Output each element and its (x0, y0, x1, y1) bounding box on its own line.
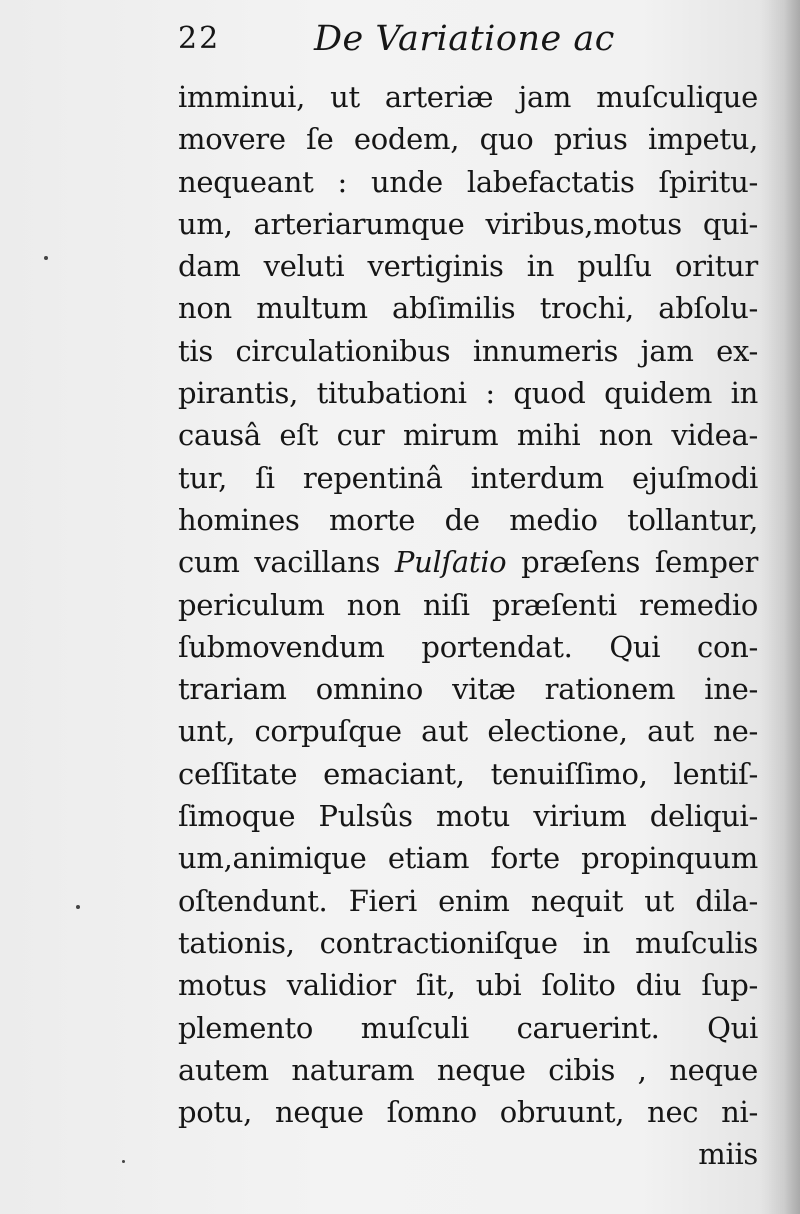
line-text: causâ eſt cur mirum mihi non videa- (178, 418, 758, 453)
line-text: non multum abſimilis trochi, abſolu- (178, 291, 758, 326)
line-text: ceſſitate emaciant, tenuiſſimo, lentiſ- (178, 756, 758, 791)
body-text (178, 76, 758, 1176)
paper-speck (122, 1160, 125, 1163)
line-text: um, arteriarumque viribus,motus qui- (178, 206, 758, 241)
line-text: um,animique etiam forte propinquum (178, 841, 758, 876)
text-line-19 (178, 837, 758, 879)
italic-term: Pulſatio (394, 545, 507, 580)
text-line-12 (178, 541, 758, 583)
line-text: tis circulationibus innumeris jam ex- (178, 333, 758, 368)
text-line-13 (178, 584, 758, 626)
line-text: unt, corpuſque aut electione, aut ne- (178, 714, 758, 749)
line-text: oſtendunt. Fieri enim nequit ut dila- (178, 883, 758, 918)
line-text: nequeant : unde labefactatis ſpiritu- (178, 164, 758, 199)
text-line-6 (178, 287, 758, 329)
line-text: tur, ſi repentinâ interdum ejuſmodi (178, 460, 758, 495)
text-line-10 (178, 457, 758, 499)
text-line-20 (178, 880, 758, 922)
line-text: dam veluti vertiginis in pulſu oritur (178, 249, 758, 284)
line-text: tationis, contractioniſque in muſculis (178, 925, 758, 960)
line-text: potu, neque ſomno obruunt, nec ni- (178, 1095, 758, 1130)
line-text: trariam omnino vitæ rationem ine- (178, 672, 758, 707)
paper-speck (44, 256, 48, 260)
line-text: præſens ſemper (506, 545, 759, 580)
text-line-8 (178, 372, 758, 414)
catchword-text: miis (698, 1137, 758, 1172)
text-line-7 (178, 330, 758, 372)
line-text: ſimoque Pulsûs motu virium deliqui- (178, 799, 758, 834)
text-line-17 (178, 753, 758, 795)
text-line-21 (178, 922, 758, 964)
page-edge-shadow (760, 0, 800, 1214)
running-head (178, 14, 758, 64)
header-title: De Variatione ac (314, 19, 615, 59)
text-line-9 (178, 414, 758, 456)
text-line-11 (178, 499, 758, 541)
line-text: plemento muſculi caruerint. Qui (178, 1010, 758, 1045)
text-line-22 (178, 964, 758, 1006)
text-line-15 (178, 668, 758, 710)
line-text: ſubmovendum portendat. Qui con- (178, 629, 758, 664)
line-text: periculum non niſi præſenti remedio (178, 587, 758, 622)
text-line-18 (178, 795, 758, 837)
line-text: motus validior ſit, ubi ſolito diu ſup- (178, 968, 758, 1003)
text-line-25 (178, 1091, 758, 1133)
text-line-4 (178, 203, 758, 245)
text-line-3 (178, 161, 758, 203)
page-number: 22 (178, 21, 221, 56)
text-line-1 (178, 76, 758, 118)
text-line-5 (178, 245, 758, 287)
line-text: imminui, ut arteriæ jam muſculique (178, 80, 758, 114)
text-line-23 (178, 1007, 758, 1049)
line-text: pirantis, titubationi : quod quidem in (178, 376, 758, 411)
line-text: homines morte de medio tollantur, (178, 502, 758, 537)
text-line-14 (178, 626, 758, 668)
text-line-24 (178, 1049, 758, 1091)
paper-speck (76, 905, 80, 909)
text-line-16 (178, 710, 758, 752)
line-text: cum vacillans (178, 545, 395, 580)
line-text: movere ſe eodem, quo prius impetu, (178, 122, 758, 157)
line-text: autem naturam neque cibis , neque (178, 1052, 758, 1087)
text-line-2 (178, 118, 758, 160)
catchword (178, 1133, 758, 1175)
